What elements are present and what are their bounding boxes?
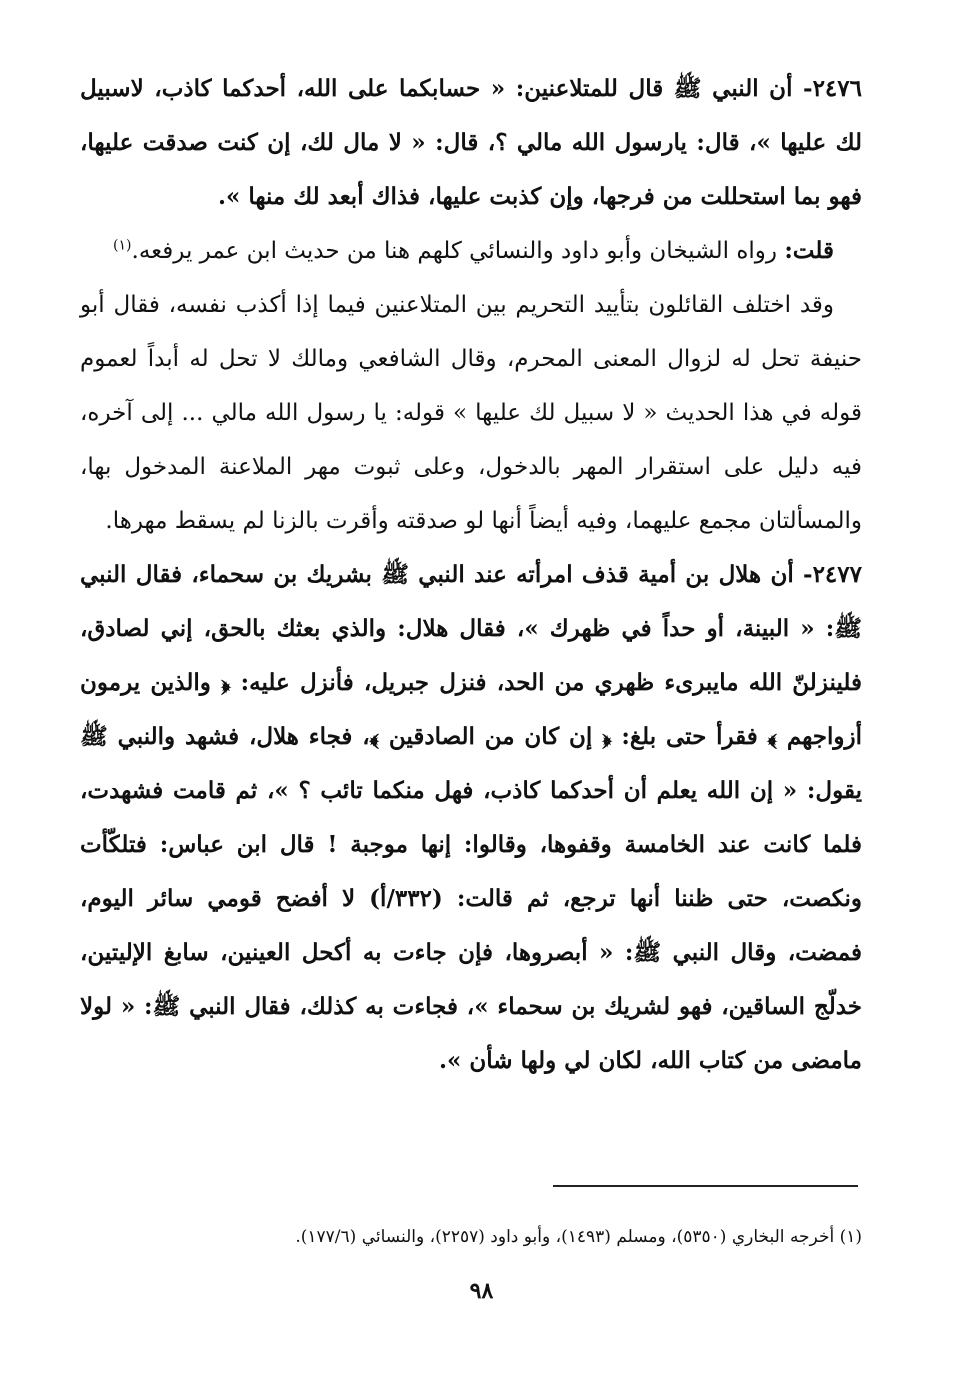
commentary-paragraph-2-text: وقد اختلف القائلون بتأييد التحريم بين المتلاعنين فيما إذا أكذب نفسه، فقال أبو حنيفة تحل له لزوال المعنى المحرم، وقال الشافعي ومالك لا تحل له أبداً لعموم قوله في هذا الحديث « لا سبيل لك عليها » قوله: يا رسول الله مالي ... إلى آخره، فيه دليل على استقرار المهر بالدخول، وعلى ثبوت مهر الملاعنة المدخول بها، والمسألتان مجمع عليهما، وفيه أيضاً أنها لو صدقته وأقرت بالزنا لم يسقط مهرها. — [80, 292, 863, 534]
page-body — [80, 62, 862, 1088]
footnote — [80, 1222, 862, 1252]
commentary-lead: قلت: — [784, 237, 834, 264]
hadith-2476-text: ٢٤٧٦- أن النبي ﷺ قال للمتلاعنين: « حسابكما على الله، أحدكما كاذب، لاسبيل لك عليها »، قال: يارسول الله مالي ؟، قال: « لا مال لك، إن كنت صدقت عليها، فهو بما استحللت من فرجها، وإن كذبت عليها، فذاك أبعد لك منها ». — [80, 75, 862, 210]
commentary-text: رواه الشيخان وأبو داود والنسائي كلهم هنا من حديث ابن عمر يرفعه. — [131, 238, 777, 264]
hadith-2476 — [80, 62, 862, 224]
commentary-paragraph-2 — [80, 278, 862, 548]
footnote-text: (١) أخرجه البخاري (٥٣٥٠)، ومسلم (١٤٩٣)، وأبو داود (٢٢٥٧)، والنسائي (١٧٧/٦). — [295, 1227, 862, 1247]
hadith-2477 — [80, 548, 862, 1088]
footnote-reference[interactable]: (١) — [113, 237, 132, 254]
footnote-divider — [553, 1185, 858, 1187]
commentary-paragraph-1 — [80, 224, 862, 278]
page-number: ٩٨ — [469, 1278, 494, 1304]
hadith-2477-text: ٢٤٧٧- أن هلال بن أمية قذف امرأته عند النبي ﷺ بشريك بن سحماء، فقال النبي ﷺ: « البينة، أو حداً في ظهرك »، فقال هلال: والذي بعثك بالحق، إني لصادق، فلينزلنّ الله مايبرىء ظهري من الحد، فنزل جبريل، فأنزل عليه: ﴿ والذين يرمون أزواجهم ﴾ فقرأ حتى بلغ: ﴿ إن كان من الصادقين ﴾، فجاء هلال، فشهد والنبي ﷺ يقول: « إن الله يعلم أن أحدكما كاذب، فهل منكما تائب ؟ »، ثم قامت فشهدت، فلما كانت عند الخامسة وقفوها، وقالوا: إنها موجبة ! قال ابن عباس: فتلكّأت ونكصت، حتى ظننا أنها ترجع، ثم قالت: (٣٣٢/أ) لا أفضح قومي سائر اليوم، فمضت، وقال النبي ﷺ: « أبصروها، فإن جاءت به أكحل العينين، سابغ الإليتين، خدلّج الساقين، فهو لشريك بن سحماء »، فجاءت به كذلك، فقال النبي ﷺ: « لولا مامضى من كتاب الله، لكان لي ولها شأن ». — [80, 561, 862, 1074]
